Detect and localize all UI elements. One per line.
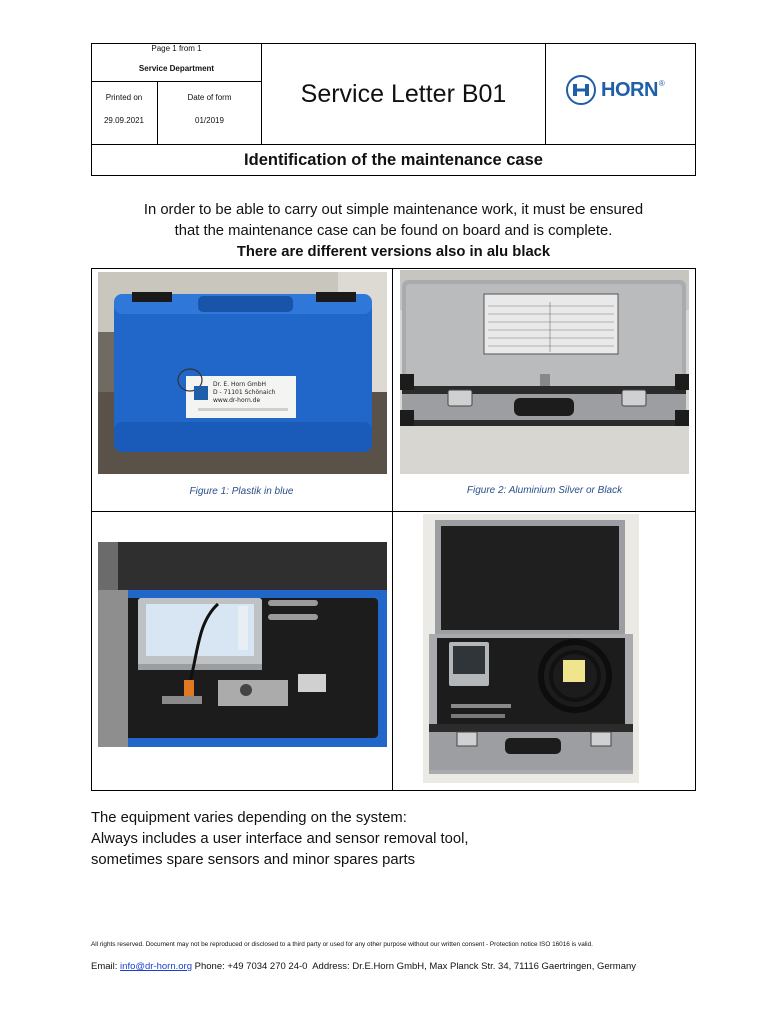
photo-aluminium-case-open — [423, 514, 639, 783]
horn-logo-icon — [566, 75, 596, 105]
body-line: sometimes spare sensors and minor spares parts — [91, 852, 416, 868]
case-label-text: D - 71101 Schönaich — [213, 389, 276, 396]
grid-divider — [392, 268, 393, 791]
horn-logo — [566, 72, 678, 108]
page-info: Page 1 from 1 — [151, 44, 202, 53]
intro-text — [91, 200, 696, 263]
section-title: Identification of the maintenance case — [244, 150, 543, 169]
photo-blue-case-open — [98, 542, 387, 747]
email-label: Email: — [91, 961, 118, 972]
equipment-description — [91, 808, 696, 871]
logo-text: HORN — [601, 78, 658, 101]
case-label-text: Dr. E. Horn GmbH — [213, 381, 267, 388]
printed-on-label: Printed on — [105, 93, 143, 102]
header-divider — [91, 81, 262, 82]
logo-registered-mark: ® — [658, 78, 665, 88]
page-title: Service Letter B01 — [300, 79, 507, 108]
intro-line: that the maintenance case can be found on board and is complete. — [174, 223, 613, 239]
printed-on-value: 29.09.2021 — [103, 116, 145, 125]
intro-line: In order to be able to carry out simple maintenance work, it must be ensured — [143, 202, 644, 218]
body-line: Always includes a user interface and sensor removal tool, — [91, 831, 469, 847]
contact-line — [91, 961, 636, 972]
department: Service Department — [138, 64, 215, 73]
phone: Phone: +49 7034 270 24-0 — [194, 961, 308, 972]
grid-divider — [91, 511, 696, 512]
photo-aluminium-case — [400, 270, 689, 474]
case-label-text: www.dr-horn.de — [213, 397, 261, 404]
legal-notice: All rights reserved. Document may not be reproduced or disclosed to a third party or used for any other purpose without our written consent - Protection notice ISO 16016 is valid. — [91, 941, 593, 948]
date-of-form-label: Date of form — [187, 93, 232, 102]
email-link[interactable]: info@dr-horn.org — [120, 961, 193, 972]
figure-caption-2: Figure 2: Aluminium Silver or Black — [466, 485, 623, 496]
date-of-form-value: 01/2019 — [195, 116, 224, 125]
photo-blue-plastic-case — [98, 272, 387, 474]
figure-caption-1: Figure 1: Plastik in blue — [189, 486, 294, 497]
body-line: The equipment varies depending on the system: — [91, 810, 407, 826]
header-divider — [157, 81, 158, 144]
intro-bold-line: There are different versions also in alu black — [236, 244, 551, 260]
address: Address: Dr.E.Horn GmbH, Max Planck Str. 34, 71116 Gaertringen, Germany — [312, 961, 637, 972]
header-divider — [545, 43, 546, 144]
